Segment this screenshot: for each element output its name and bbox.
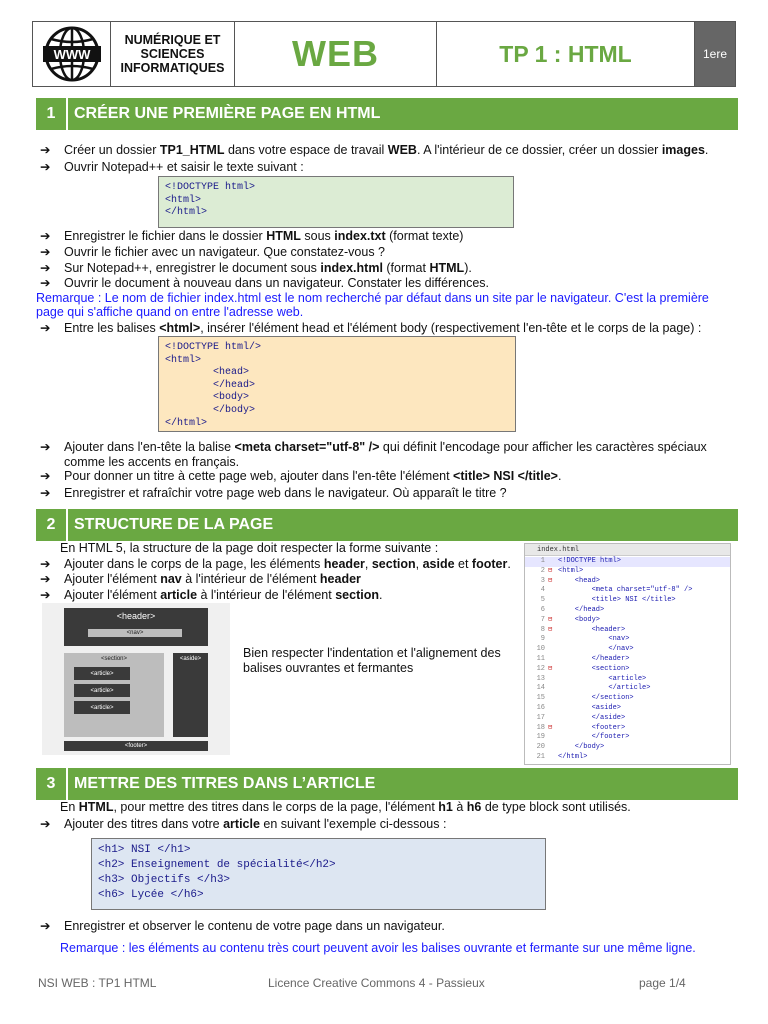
remark-text: Remarque : les éléments au contenu très court peuvent avoir les balises ouvrante et fermante sur une même ligne. — [60, 941, 696, 955]
remark-text: Remarque : Le nom de fichier index.html est le nom recherché par défaut dans un site par le navigateur. C'est la première page qui s'affiche quand on entre l'adresse web. — [36, 291, 709, 319]
editor-line: 17 </aside> — [536, 713, 626, 722]
section-title: STRUCTURE DE LA PAGE — [74, 516, 274, 533]
instruction-line: ➔ Ajouter des titres dans votre article en suivant l'exemple ci-dessous : — [40, 817, 447, 831]
intro-text: En HTML 5, la structure de la page doit respecter la forme suivante : — [60, 541, 439, 555]
instruction-line: ➔ Pour donner un titre à cette page web, ajouter dans l'en-tête l'élément <title> NSI </title>. — [40, 469, 562, 483]
editor-tab: index.html — [525, 544, 730, 556]
instruction-line: ➔ Ajouter dans l'en-tête la balise <meta charset="utf-8" /> qui définit l'encodage pour afficher les caractères spéciaux comme les accents en français. — [40, 440, 707, 469]
editor-line: 19 </footer> — [536, 733, 630, 742]
editor-line: 10 </nav> — [536, 645, 634, 654]
header-block: <header> — [64, 608, 208, 646]
section-2-bar — [36, 509, 738, 541]
section-block: <section> — [64, 653, 164, 737]
tp-title: TP 1 : HTML — [437, 22, 695, 86]
editor-line: 6 </head> — [540, 606, 605, 614]
instruction-line: ➔ Enregistrer et observer le contenu de votre page dans un navigateur. — [40, 919, 445, 933]
instruction-line: ➔ Sur Notepad++, enregistrer le document sous index.html (format HTML). — [40, 261, 472, 275]
article-block: <article> — [74, 701, 130, 714]
article-block: <article> — [74, 684, 130, 697]
editor-line: 4 <meta charset="utf-8" /> — [540, 586, 693, 595]
footer-block: <footer> — [64, 741, 208, 751]
instruction-line: ➔ Ajouter l'élément article à l'intérieur de l'élément section. — [40, 588, 383, 602]
instruction-line: ➔ Créer un dossier TP1_HTML dans votre espace de travail WEB. A l'intérieur de ce dossier, créer un dossier images. — [40, 143, 709, 157]
intro-text: En HTML, pour mettre des titres dans le corps de la page, l'élément h1 à h6 de type block sont utilisés. — [60, 800, 631, 814]
editor-line: 5 <title> NSI </title> — [540, 596, 676, 605]
subject-label: NUMÉRIQUE ET SCIENCES INFORMATIQUES — [111, 22, 235, 86]
footer-left: NSI WEB : TP1 HTML — [38, 976, 157, 990]
editor-line: 18 ⊟ <footer> — [536, 723, 626, 732]
editor-line: 1 <!DOCTYPE html> — [525, 557, 730, 567]
indentation-note: Bien respecter l'indentation et l'alignement des balises ouvrantes et fermantes — [243, 646, 501, 675]
editor-line: 15 </section> — [536, 694, 634, 703]
editor-line: 11 </header> — [536, 655, 630, 663]
www-globe-icon — [33, 22, 111, 86]
instruction-line: ➔ Enregistrer le fichier dans le dossier HTML sous index.txt (format texte) — [40, 229, 464, 243]
document-title: WEB — [235, 22, 437, 86]
code-block-headings: <h1> NSI </h1> <h2> Enseignement de spécialité</h2> <h3> Objectifs </h3> <h6> Lycée </h6> — [91, 838, 546, 910]
instruction-line: ➔ Entre les balises <html>, insérer l'élément head et l'élément body (respectivement l'en-tête et le corps de la page) : — [40, 321, 702, 335]
editor-line: 13 <article> — [536, 674, 647, 683]
editor-line: 12 ⊟ <section> — [536, 664, 630, 673]
section-title: METTRE DES TITRES DANS L’ARTICLE — [74, 775, 376, 792]
section-3-bar — [36, 768, 738, 800]
nav-block: <nav> — [88, 629, 182, 637]
instruction-line: ➔ Ouvrir le fichier avec un navigateur. Que constatez-vous ? — [40, 245, 385, 259]
article-block: <article> — [74, 667, 130, 680]
section-1-bar — [36, 98, 738, 130]
page-structure-diagram — [42, 603, 230, 755]
editor-line: 2 ⊟ <html> — [540, 566, 584, 575]
level-badge: 1ere — [695, 22, 735, 86]
section-number: 2 — [36, 509, 68, 541]
editor-line: 14 </article> — [536, 684, 651, 693]
editor-line: 7 ⊟ <body> — [540, 615, 601, 624]
section-number: 3 — [36, 768, 68, 800]
editor-screenshot — [524, 543, 731, 765]
editor-line: 9 <nav> — [540, 635, 630, 644]
instruction-line: ➔ Ouvrir Notepad++ et saisir le texte suivant : — [40, 160, 304, 174]
footer-license: Licence Creative Commons 4 - Passieux — [268, 976, 485, 990]
editor-line: 8 ⊟ <header> — [540, 625, 626, 634]
code-block-head-body: <!DOCTYPE html/> <html> <head> </head> <body> </body> </html> — [158, 336, 516, 432]
instruction-line: ➔ Ajouter dans le corps de la page, les éléments header, section, aside et footer. — [40, 557, 511, 571]
editor-line: 3 ⊟ <head> — [540, 576, 601, 585]
editor-line: 16 <aside> — [536, 704, 622, 712]
document-header — [32, 21, 736, 87]
aside-block: <aside> — [173, 653, 208, 737]
instruction-line: ➔ Ajouter l'élément nav à l'intérieur de l'élément header — [40, 572, 361, 586]
editor-line: 21 </html> — [536, 753, 588, 761]
section-number: 1 — [36, 98, 68, 130]
instruction-line: ➔ Ouvrir le document à nouveau dans un navigateur. Constater les différences. — [40, 276, 490, 290]
footer-page-number: page 1/4 — [639, 976, 686, 990]
code-block-doctype: <!DOCTYPE html> <html> </html> — [158, 176, 514, 228]
svg-text:WWW: WWW — [53, 47, 90, 62]
editor-line: 20 </body> — [536, 743, 605, 752]
instruction-line: ➔ Enregistrer et rafraîchir votre page web dans le navigateur. Où apparaît le titre ? — [40, 486, 507, 500]
section-title: CRÉER UNE PREMIÈRE PAGE EN HTML — [74, 105, 381, 122]
